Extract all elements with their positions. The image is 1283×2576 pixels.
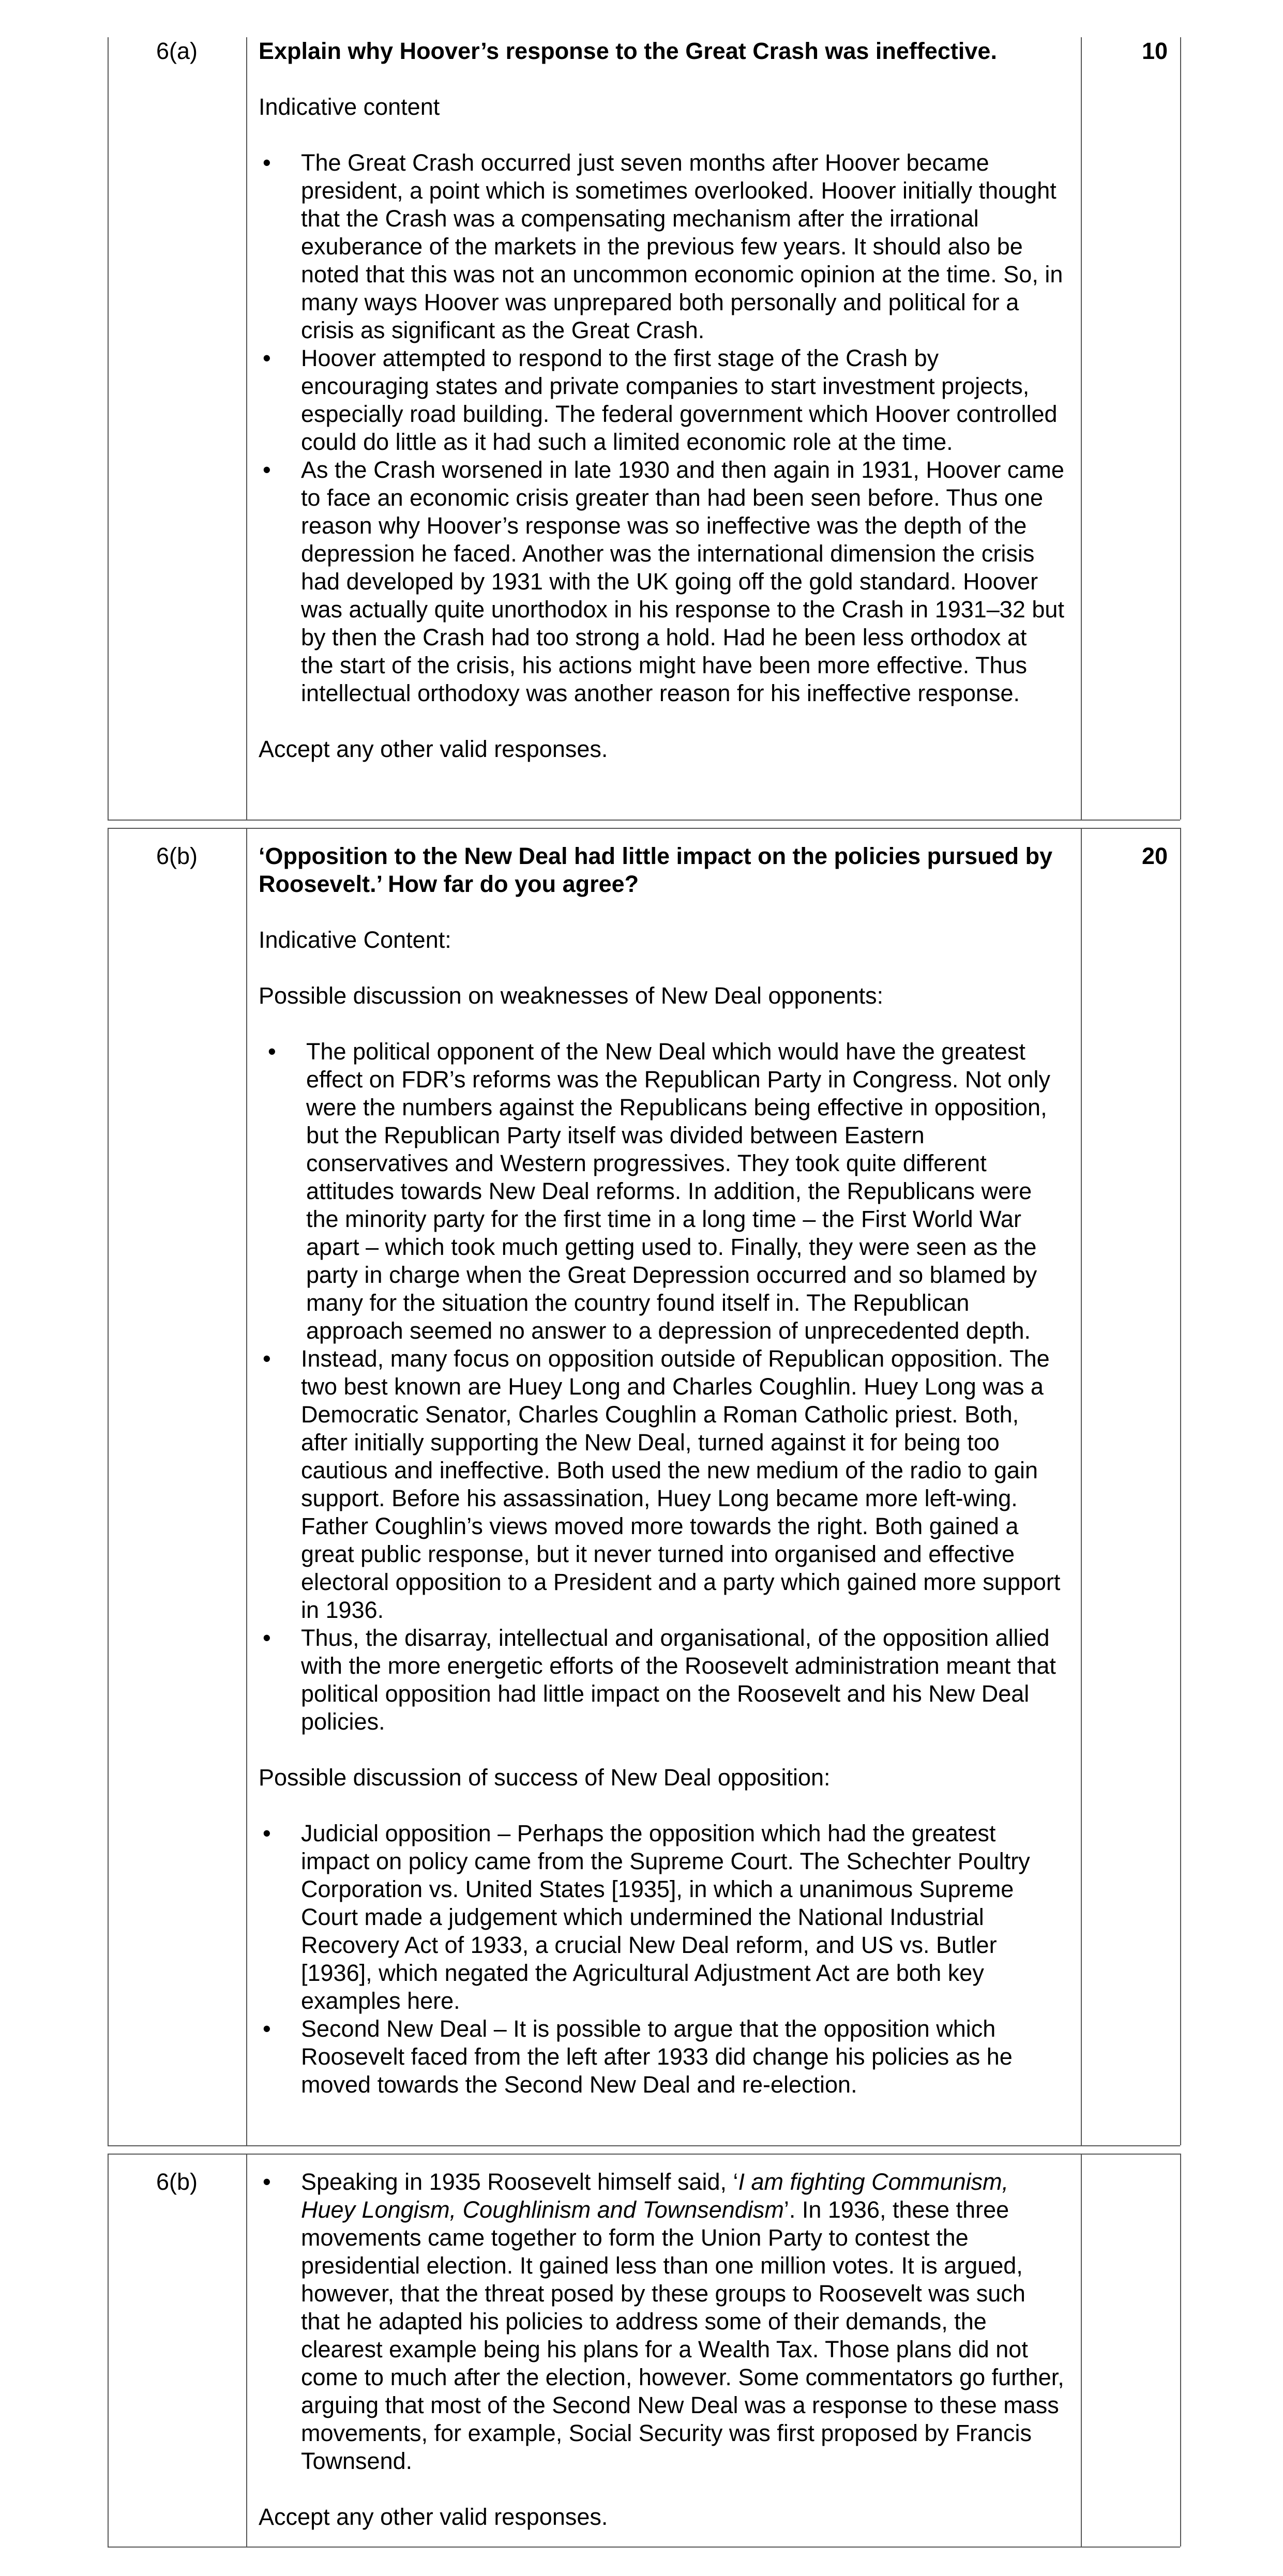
question-number-cell (108, 828, 246, 2145)
question-number-cell (108, 2154, 246, 2547)
bullet-icon: • (263, 2016, 271, 2042)
answer-cell (246, 2154, 1081, 2547)
list-item: • The political opponent of the New Deal which would have the greatest effect on FDR’s reforms was the Republican Party in Congress. Not only were the numbers against the Republicans being effective in opposition, but the Republican Party itself was divided between Eastern conservatives and Western progressives. They took quite different attitudes towards New Deal reforms. In addition, the Republicans were the minority party for the first time in a long time – the First World War apart – which took much getting used to. Finally, they were seen as the party in charge when the Great Depression occurred and so blamed by many for the situation the country found itself in. The Republican approach seemed no answer to a depression of unprecedented depth. (268, 1038, 1050, 1344)
marks-cell (1081, 37, 1180, 820)
bullet-icon: • (263, 1820, 271, 1846)
bullet-icon: • (263, 2169, 271, 2195)
accept-note: Accept any other valid responses. (259, 2504, 608, 2530)
bullet-list (259, 149, 1065, 707)
bullet-list (259, 2168, 1065, 2475)
marks-value: 10 (1141, 38, 1168, 64)
marks-value: 20 (1141, 843, 1168, 869)
list-item: • Hoover attempted to respond to the first stage of the Crash by encouraging states and private companies to start investment projects, especially road building. The federal government which Hoover controlled could do little as it had such a limited economic role at the time. (263, 345, 1058, 455)
bullet-icon: • (263, 1625, 271, 1651)
indicative-heading: Indicative content (259, 94, 440, 120)
list-item: • Instead, many focus on opposition outside of Republican opposition. The two best known are Huey Long and Charles Coughlin. Huey Long was a Democratic Senator, Charles Coughlin a Roman Catholic priest. Both, after initially supporting the New Deal, turned against it for being too cautious and ineffective. Both used the new medium of the radio to gain support. Before his assassination, Huey Long became more left-wing. Father Coughlin’s views moved more towards the right. Both gained a great public response, but it never turned into organised and effective electoral opposition to a President and a party which gained more support in 1936. (263, 1345, 1061, 1623)
list-item: • Thus, the disarray, intellectual and organisational, of the opposition allied with the more energetic efforts of the Roosevelt administration meant that political opposition had little impact on the Roosevelt and his New Deal policies. (263, 1625, 1056, 1735)
marks-cell (1081, 2154, 1180, 2547)
roosevelt-quote: I am fighting Communism, Huey Longism, Coughlinism and Townsendism (301, 2169, 1009, 2223)
question-number: 6(b) (156, 843, 198, 869)
question-text: Explain why Hoover’s response to the Great Crash was ineffective. (259, 38, 997, 64)
answer-cell (246, 828, 1081, 2145)
bullet-icon: • (263, 1345, 271, 1372)
list-item: • As the Crash worsened in late 1930 and then again in 1931, Hoover came to face an economic crisis greater than had been seen before. Thus one reason why Hoover’s response was so ineffective was the depth of the depression he faced. Another was the international dimension the crisis had developed by 1931 with the UK going off the gold standard. Hoover was actually quite unorthodox in his response to the Crash in 1931–32 but by then the Crash had too strong a hold. Had he been less orthodox at the start of the crisis, his actions might have been more effective. Thus intellectual orthodoxy was another reason for his ineffective response. (263, 457, 1064, 706)
question-number: 6(b) (156, 2169, 198, 2195)
bullet-list (259, 1038, 1065, 1345)
bullet-icon: • (263, 457, 271, 483)
question-number-cell (108, 37, 246, 820)
indicative-heading: Indicative Content: (259, 927, 451, 953)
list-item: • Speaking in 1935 Roosevelt himself said, ‘I am fighting Communism, Huey Longism, Coughlinism and Townsendism’. In 1936, these three movements came together to form the Union Party to contest the presidential election. It gained less than one million votes. It is argued, however, that the threat posed by these groups to Roosevelt was such that he adapted his policies to address some of their demands, the clearest example being his plans for a Wealth Tax. Those plans did not come to much after the election, however. Some commentators go further, arguing that most of the Second New Deal was a response to these mass movements, for example, Social Security was first proposed by Francis Townsend. (263, 2169, 1064, 2474)
accept-note: Accept any other valid responses. (259, 736, 608, 762)
bullet-list (259, 1820, 1065, 2099)
list-item: • The Great Crash occurred just seven months after Hoover became president, a point which is sometimes overlooked. Hoover initially thought that the Crash was a compensating mechanism after the irrational exuberance of the markets in the previous few years. It should also be noted that this was not an uncommon economic opinion at the time. So, in many ways Hoover was unprepared both personally and political for a crisis as significant as the Great Crash. (263, 149, 1063, 343)
table-row-6b-continued (108, 2154, 1180, 2547)
success-heading: Possible discussion of success of New Deal opposition: (259, 1764, 831, 1791)
weakness-heading: Possible discussion on weaknesses of New Deal opponents: (259, 982, 884, 1009)
bullet-icon: • (263, 149, 271, 176)
list-item: • Judicial opposition – Perhaps the opposition which had the greatest impact on policy came from the Supreme Court. The Schechter Poultry Corporation vs. United States [1935], in which a unanimous Supreme Court made a judgement which undermined the National Industrial Recovery Act of 1933, a crucial New Deal reform, and US vs. Butler [1936], which negated the Agricultural Adjustment Act are both key examples here. (263, 1820, 1030, 2014)
list-item: • Second New Deal – It is possible to argue that the opposition which Roosevelt faced from the left after 1933 did change his policies as he moved towards the Second New Deal and re-election. (263, 2016, 1013, 2098)
answer-cell (246, 37, 1081, 820)
bullet-icon: • (268, 1038, 276, 1065)
question-text: ‘Opposition to the New Deal had little impact on the policies pursued by Roosevelt.’ How far do you agree? (259, 843, 1053, 897)
table-row-6a (108, 37, 1180, 820)
bullet-icon: • (263, 345, 271, 371)
table-row-6b (108, 828, 1180, 2145)
question-number: 6(a) (156, 38, 198, 64)
marks-cell (1081, 828, 1180, 2145)
bullet-list (259, 1345, 1065, 1736)
